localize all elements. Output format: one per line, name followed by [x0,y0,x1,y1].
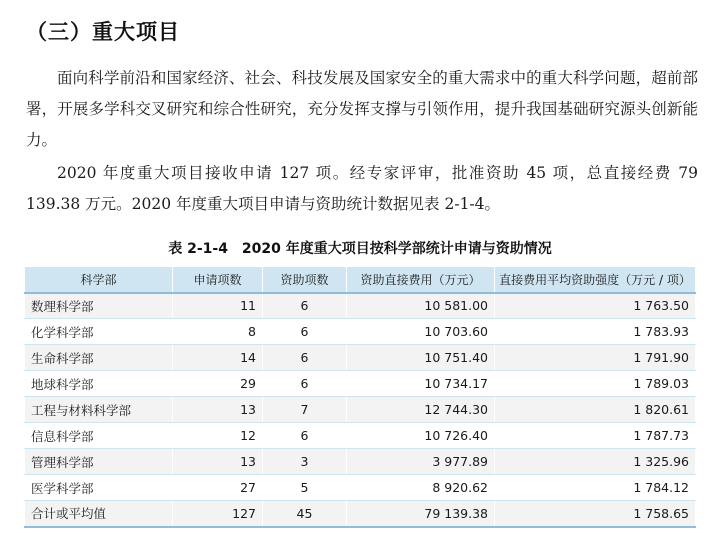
cell-applications: 14 [173,345,263,371]
cell-department: 医学科学部 [25,475,173,501]
cell-average-intensity: 1 784.12 [495,475,696,501]
cell-applications: 12 [173,423,263,449]
cell-department: 管理科学部 [25,449,173,475]
cell-funded: 6 [263,293,347,319]
cell-department: 合计或平均值 [25,501,173,527]
table-row [25,293,696,319]
cell-funded: 5 [263,475,347,501]
cell-applications: 8 [173,319,263,345]
cell-average-intensity: 1 763.50 [495,293,696,319]
header-average-intensity: 直接费用平均资助强度（万元 / 项） [495,267,696,293]
cell-department: 生命科学部 [25,345,173,371]
cell-direct-cost: 79 139.38 [347,501,495,527]
table-row [25,449,696,475]
cell-average-intensity: 1 791.90 [495,345,696,371]
cell-department: 信息科学部 [25,423,173,449]
cell-direct-cost: 10 751.40 [347,345,495,371]
cell-direct-cost: 3 977.89 [347,449,495,475]
cell-applications: 27 [173,475,263,501]
cell-applications: 11 [173,293,263,319]
cell-direct-cost: 10 581.00 [347,293,495,319]
statistics-table [24,266,696,528]
table-row [25,475,696,501]
cell-direct-cost: 10 734.17 [347,371,495,397]
cell-average-intensity: 1 783.93 [495,319,696,345]
cell-applications: 13 [173,397,263,423]
table-header-row [25,267,696,293]
cell-funded: 6 [263,371,347,397]
cell-applications: 29 [173,371,263,397]
table-row [25,371,696,397]
header-applications: 申请项数 [173,267,263,293]
header-department: 科学部 [25,267,173,293]
table-total-row [25,501,696,527]
table-row [25,423,696,449]
cell-average-intensity: 1 789.03 [495,371,696,397]
cell-department: 数理科学部 [25,293,173,319]
cell-applications: 127 [173,501,263,527]
cell-direct-cost: 8 920.62 [347,475,495,501]
summary-paragraph: 2020 年度重大项目接收申请 127 项。经专家评审，批准资助 45 项，总直接经费 79 139.38 万元。2020 年度重大项目申请与资助统计数据见表 2-1-4。 [26,164,698,213]
cell-funded: 6 [263,345,347,371]
cell-average-intensity: 1 787.73 [495,423,696,449]
cell-department: 工程与材料科学部 [25,397,173,423]
cell-department: 地球科学部 [25,371,173,397]
header-funded: 资助项数 [263,267,347,293]
cell-direct-cost: 10 703.60 [347,319,495,345]
cell-applications: 13 [173,449,263,475]
table-caption: 表 2-1-4 2020 年度重大项目按科学部统计申请与资助情况 [168,241,552,257]
cell-department: 化学科学部 [25,319,173,345]
table-row [25,345,696,371]
header-direct-cost: 资助直接费用（万元） [347,267,495,293]
cell-direct-cost: 12 744.30 [347,397,495,423]
cell-funded: 6 [263,423,347,449]
table-row [25,397,696,423]
cell-funded: 6 [263,319,347,345]
table-row [25,319,696,345]
cell-funded: 3 [263,449,347,475]
cell-average-intensity: 1 820.61 [495,397,696,423]
section-heading: （三）重大项目 [26,20,180,44]
intro-paragraph: 面向科学前沿和国家经济、社会、科技发展及国家安全的重大需求中的重大科学问题，超前部署，开展多学科交叉研究和综合性研究，充分发挥支撑与引领作用，提升我国基础研究源头创新能力。 [26,69,698,149]
cell-funded: 45 [263,501,347,527]
cell-funded: 7 [263,397,347,423]
cell-average-intensity: 1 758.65 [495,501,696,527]
cell-direct-cost: 10 726.40 [347,423,495,449]
cell-average-intensity: 1 325.96 [495,449,696,475]
